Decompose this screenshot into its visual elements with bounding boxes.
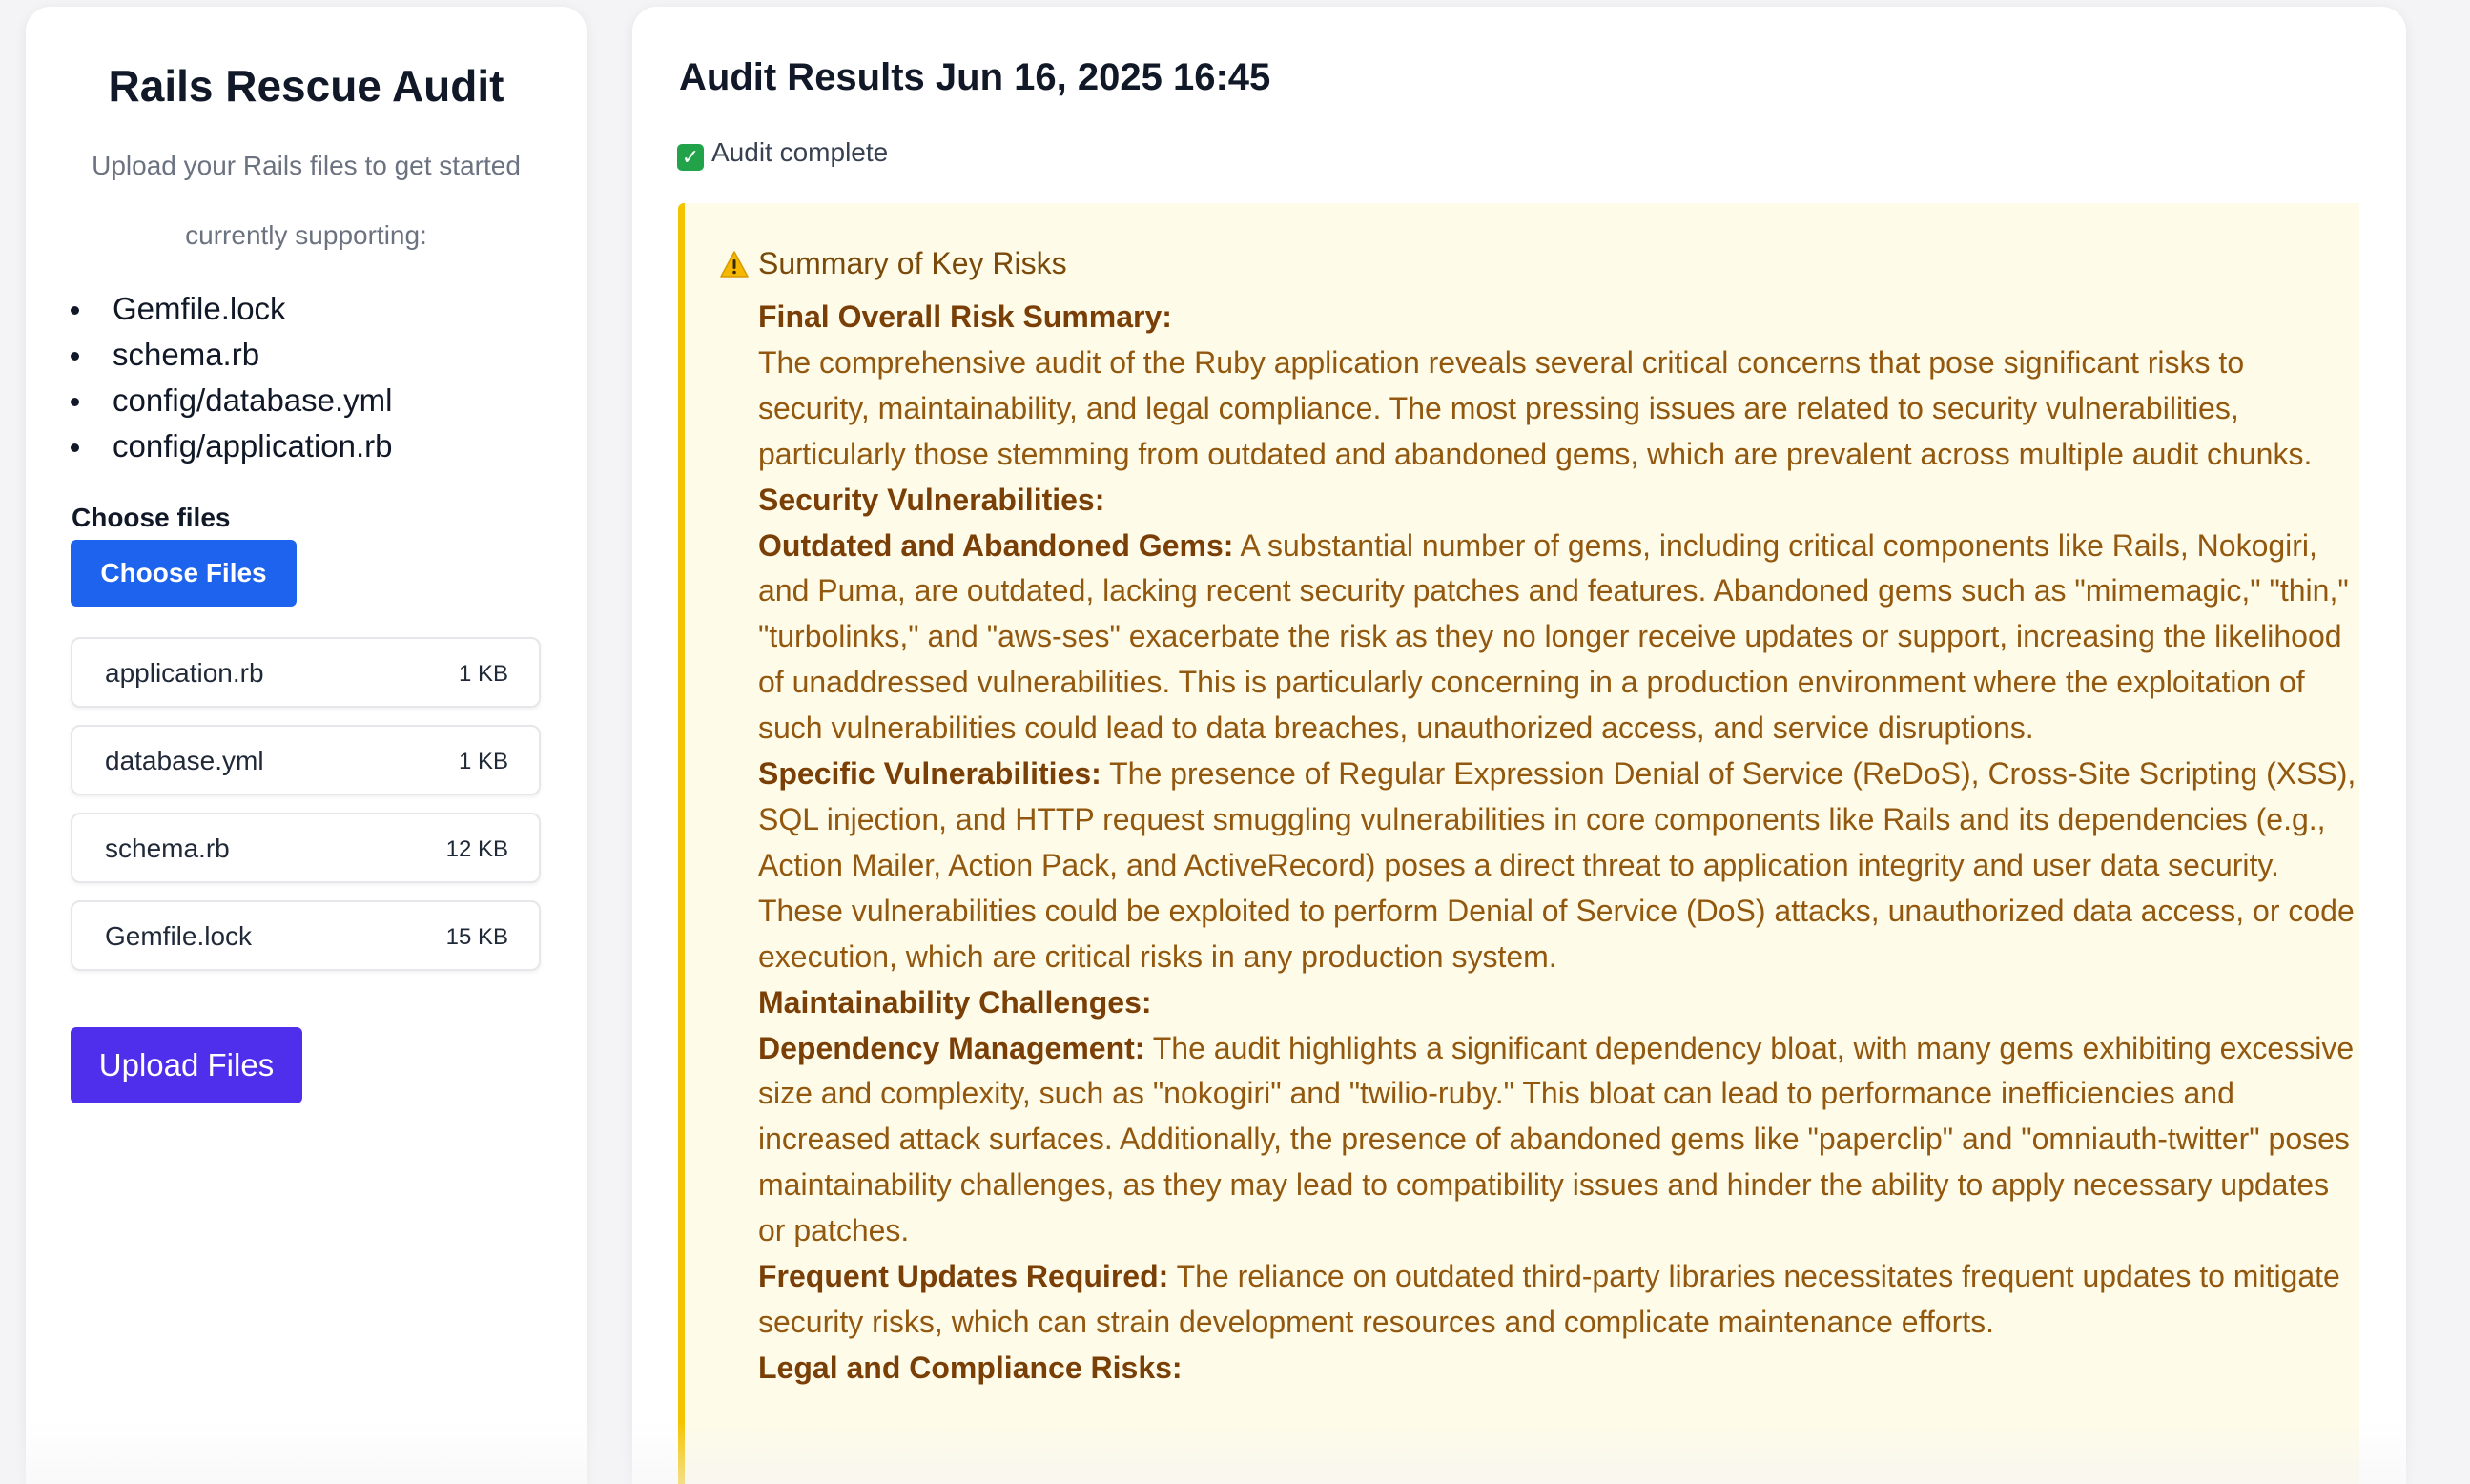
risk-summary-heading [720,246,1067,285]
risk-summary-callout [678,203,2359,1484]
paragraph [758,1026,2360,1255]
file-size: 12 KB [445,836,508,862]
risk-summary-title: Summary of Key Risks [758,246,1067,280]
file-name: Gemfile.lock [105,921,253,951]
upload-subtitle: Upload your Rails files to get started [92,151,521,180]
paragraph [758,524,2360,752]
paragraph: The comprehensive audit of the Ruby application reveals several critical concerns that pose significant risks to security, maintainability, and legal compliance. The most pressing issues are related to security vulnerabilities, particularly those stemming from outdated and abandoned gems, which are prevalent across multiple audit chunks. [758,344,2313,471]
file-name: database.yml [105,746,264,775]
file-card [71,813,541,883]
section-heading: Legal and Compliance Risks: [758,1350,1183,1385]
file-name: schema.rb [105,834,230,863]
file-size: 15 KB [445,924,508,950]
item-text: The reliance on outdated third-party libraries necessitates frequent updates to mitigate security risks, which can strain development resources and complicate maintenance efforts. [758,1259,2340,1339]
list-item: schema.rb [69,335,393,381]
upload-files-button[interactable]: Upload Files [71,1027,302,1103]
section-heading: Final Overall Risk Summary: [758,299,1172,334]
item-label: Frequent Updates Required: [758,1259,1169,1294]
file-card [71,900,541,971]
audit-results-panel [632,7,2406,1484]
list-item: config/database.yml [69,381,393,426]
check-icon: ✓ [677,144,704,171]
page-title: Audit Results Jun 16, 2025 16:45 [679,56,1271,98]
choose-files-button[interactable]: Choose Files [71,540,297,607]
item-label: Specific Vulnerabilities: [758,756,1101,792]
item-text: The audit highlights a significant dependency bloat, with many gems exhibiting excessive size and complexity, such as "nokogiri" and "twilio-ruby." This bloat can lead to performance inefficiencies and increased attack surfaces. Additionally, the presence of abandoned gems like "paperclip" and "omniauth-twitter" poses maintainability challenges, as they may lead to compatibility issues and hinder the ability to apply necessary updates or patches. [758,1030,2355,1248]
paragraph [758,752,2360,980]
file-card [71,725,541,795]
file-size: 1 KB [458,661,508,687]
list-item: Gemfile.lock [69,289,393,335]
item-text: A substantial number of gems, including critical components like Rails, Nokogiri, and Puma, are outdated, lacking recent security patches and features. Abandoned gems such as "mimemagic," "thin," "turbolinks," and "aws-ses" exacerbate the risk as they no longer receive updates or support, increasing the likelihood of unaddressed vulnerabilities. This is particularly concerning in a production environment where the exploitation of such vulnerabilities could lead to data breaches, unauthorized access, and service disruptions. [758,527,2349,746]
warning-icon [720,250,749,285]
file-name: application.rb [105,658,264,688]
app-title: Rails Rescue Audit [108,61,504,111]
file-card [71,637,541,708]
status-text: Audit complete [711,137,889,167]
choose-files-label: Choose files [72,503,231,532]
supporting-label: currently supporting: [185,220,427,250]
file-size: 1 KB [458,749,508,774]
section-heading: Security Vulnerabilities: [758,482,1105,517]
status-message [677,137,888,171]
list-item: config/application.rb [69,426,393,472]
paragraph [758,1254,2360,1346]
section-heading: Maintainability Challenges: [758,984,1152,1020]
supported-files-list [69,289,393,472]
risk-summary-body [758,295,2360,1391]
upload-sidebar [26,7,587,1484]
item-label: Dependency Management: [758,1030,1145,1065]
item-text: The presence of Regular Expression Denial of Service (ReDoS), Cross-Site Scripting (XSS), SQL injection, and HTTP request smuggling vulnerabilities in core components like Rails and its dependencies (e.g., Action Mailer, Action Pack, and ActiveRecord) poses a direct threat to application integrity and user data security. These vulnerabilities could be exploited to perform Denial of Service (DoS) attacks, unauthorized data access, or code execution, which are critical risks in any production system. [758,756,2357,974]
item-label: Outdated and Abandoned Gems: [758,527,1234,563]
